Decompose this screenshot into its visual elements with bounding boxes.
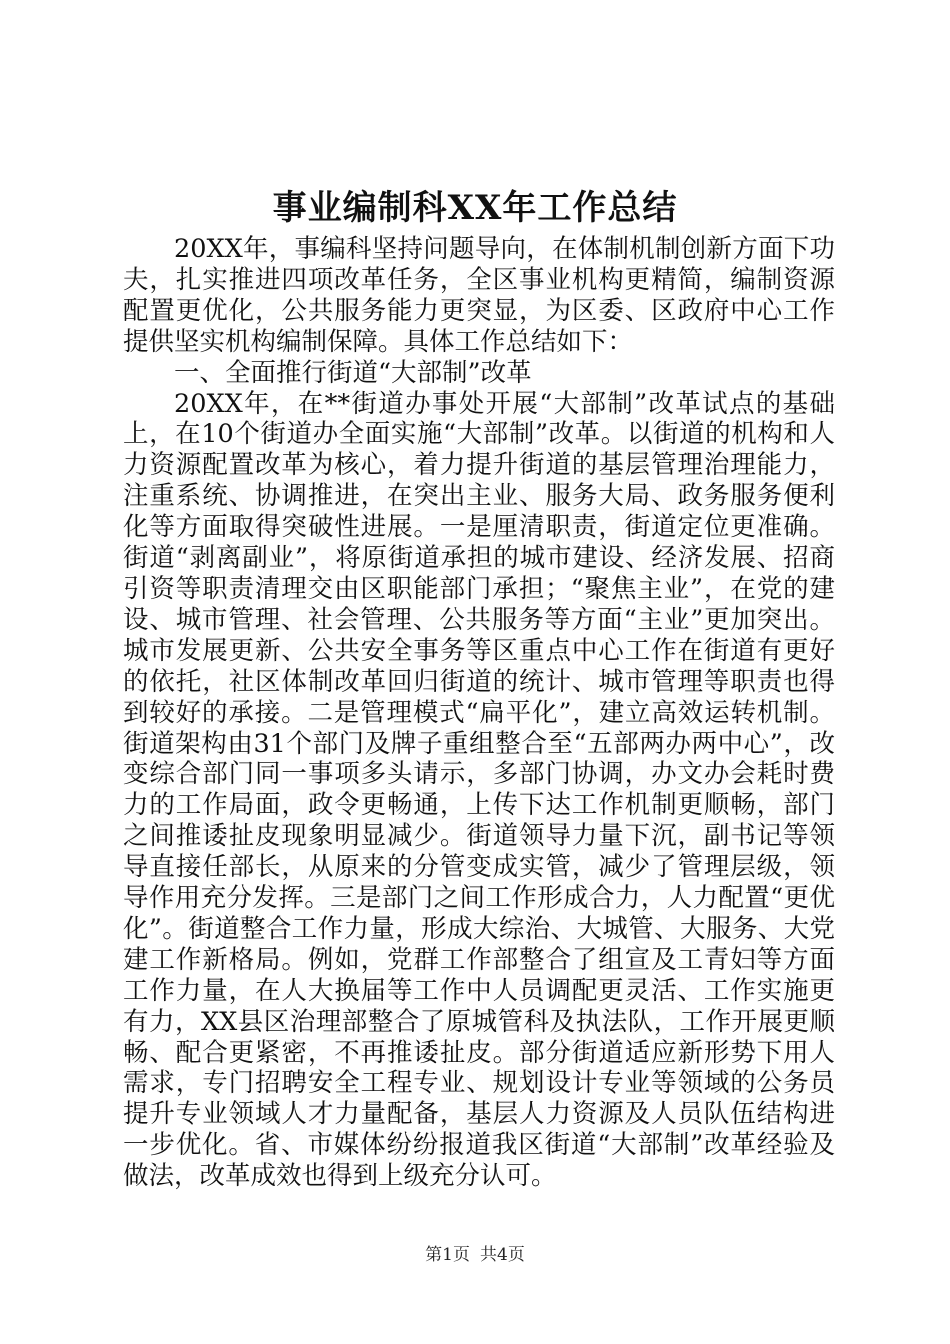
intro-paragraph: 20XX年，事编科坚持问题导向，在体制机制创新方面下功夫，扎实推进四项改革任务，全区事业机构更精简，编制资源配置更优化，公共服务能力更突显，为区委、区政府中心工作提供坚实机构编制保障。具体工作总结如下： bbox=[123, 234, 835, 357]
page-footer bbox=[0, 1244, 950, 1266]
section-heading: 一、全面推行街道“大部制”改革 bbox=[174, 357, 532, 388]
document-body bbox=[123, 234, 835, 1192]
body-paragraph: 20XX年，在**街道办事处开展“大部制”改革试点的基础上，在10个街道办全面实施“大部制”改革。以街道的机构和人力资源配置改革为核心，着力提升街道的基层管理治理能力，注重系统、协调推进，在突出主业、服务大局、政务服务便利化等方面取得突破性进展。一是厘清职责，街道定位更准确。街道“剥离副业”，将原街道承担的城市建设、经济发展、招商引资等职责清理交由区职能部门承担；“聚焦主业”，在党的建设、城市管理、社会管理、公共服务等方面“主业”更加突出。城市发展更新、公共安全事务等区重点中心工作在街道有更好的依托，社区体制改革回归街道的统计、城市管理等职责也得到较好的承接。二是管理模式“扁平化”，建立高效运转机制。街道架构由31个部门及牌子重组整合至“五部两办两中心”，改变综合部门同一事项多头请示，多部门协调，办文办会耗时费力的工作局面，政令更畅通，上传下达工作机制更顺畅，部门之间推诿扯皮现象明显减少。街道领导力量下沉，副书记等领导直接任部长，从原来的分管变成实管，减少了管理层级，领导作用充分发挥。三是部门之间工作形成合力，人力配置“更优化”。街道整合工作力量，形成大综治、大城管、大服务、大党建工作新格局。例如，党群工作部整合了组宣及工青妇等方面工作力量，在人大换届等工作中人员调配更灵活、工作实施更有力，XX县区治理部整合了原城管科及执法队，工作开展更顺畅、配合更紧密，不再推诿扯皮。部分街道适应新形势下用人需求，专门招聘安全工程专业、规划设计专业等领域的公务员提升专业领域人才力量配备，基层人力资源及人员队伍结构进一步优化。省、市媒体纷纷报道我区街道“大部制”改革经验及做法，改革成效也得到上级充分认可。 bbox=[123, 388, 835, 1192]
document-title: 事业编制科XX年工作总结 bbox=[272, 188, 678, 228]
page-number: 第1页 bbox=[425, 1245, 470, 1265]
page-total: 共4页 bbox=[480, 1245, 525, 1265]
